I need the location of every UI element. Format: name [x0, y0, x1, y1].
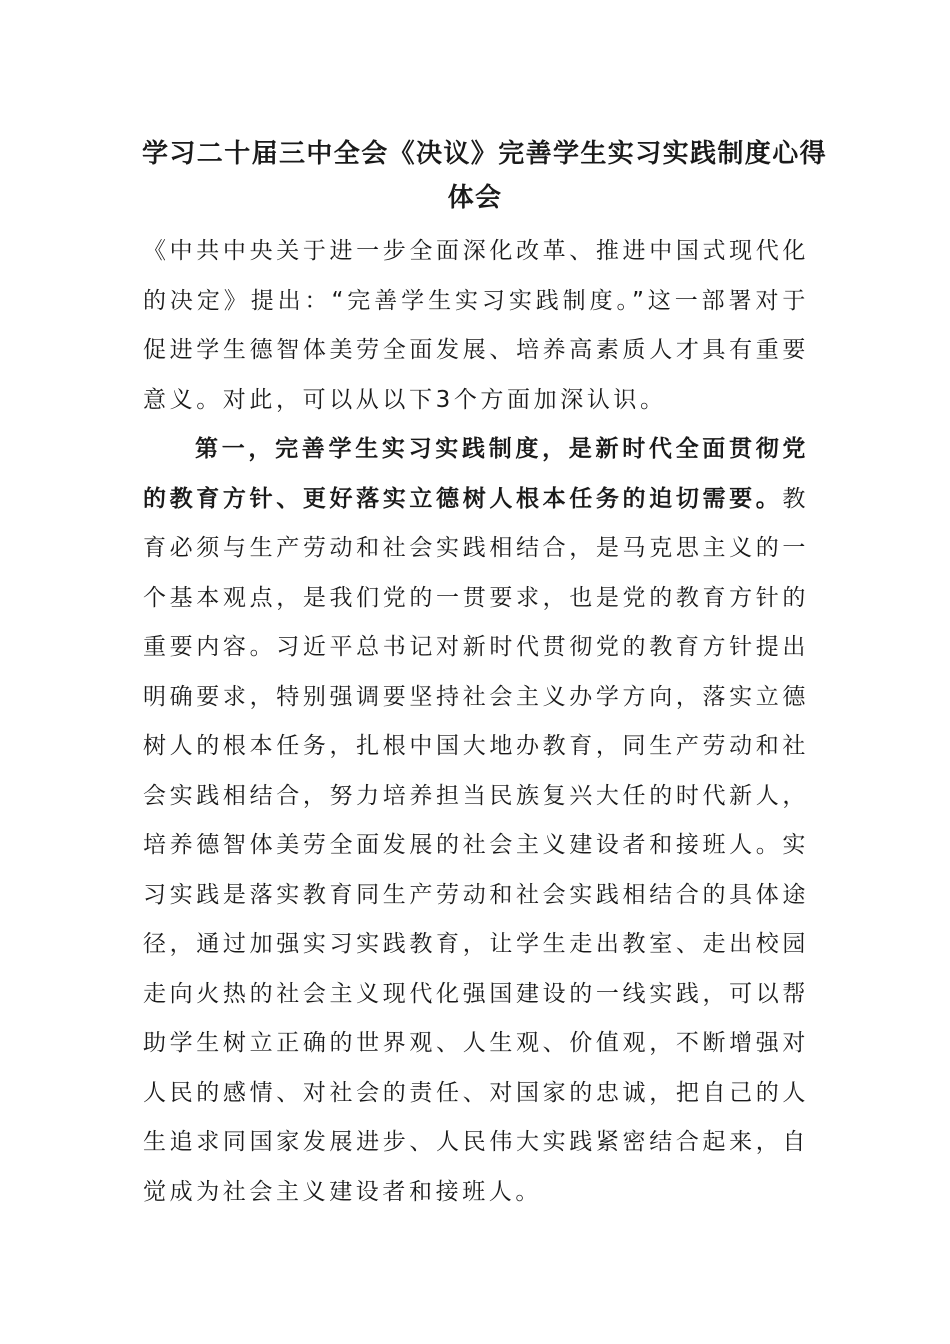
- intro-paragraph: 《中共中央关于进一步全面深化改革、推进中国式现代化的决定》提出：“完善学生实习实践制度。”这一部署对于促进学生德智体美劳全面发展、培养高素质人才具有重要意义。对此，可以从以下3个方面加深认识。: [143, 238, 809, 413]
- document-body: [143, 227, 809, 1217]
- section-1-paragraph: [143, 425, 809, 1217]
- document-title-line-1: 学习二十届三中全会《决议》完善学生实习实践制度心得: [142, 139, 828, 169]
- section-1-body: 教育必须与生产劳动和社会实践相结合，是马克思主义的一个基本观点，是我们党的一贯要求，也是党的教育方针的重要内容。习近平总书记对新时代贯彻党的教育方针提出明确要求，特别强调要坚持社会主义办学方向，落实立德树人的根本任务，扎根中国大地办教育，同生产劳动和社会实践相结合，努力培养担当民族复兴大任的时代新人，培养德智体美劳全面发展的社会主义建设者和接班人。实习实践是落实教育同生产劳动和社会实践相结合的具体途径，通过加强实习实践教育，让学生走出教室、走出校园走向火热的社会主义现代化强国建设的一线实践，可以帮助学生树立正确的世界观、人生观、价值观，不断增强对人民的感情、对社会的责任、对国家的忠诚，把自己的人生追求同国家发展进步、人民伟大实践紧密结合起来，自觉成为社会主义建设者和接班人。: [143, 485, 809, 1205]
- document-title-line-2: 体会: [447, 183, 503, 213]
- section-1-heading: 第一，完善学生实习实践制度，是新时代全面贯彻党的教育方针、更好落实立德树人根本任务的迫切需要。: [143, 436, 809, 512]
